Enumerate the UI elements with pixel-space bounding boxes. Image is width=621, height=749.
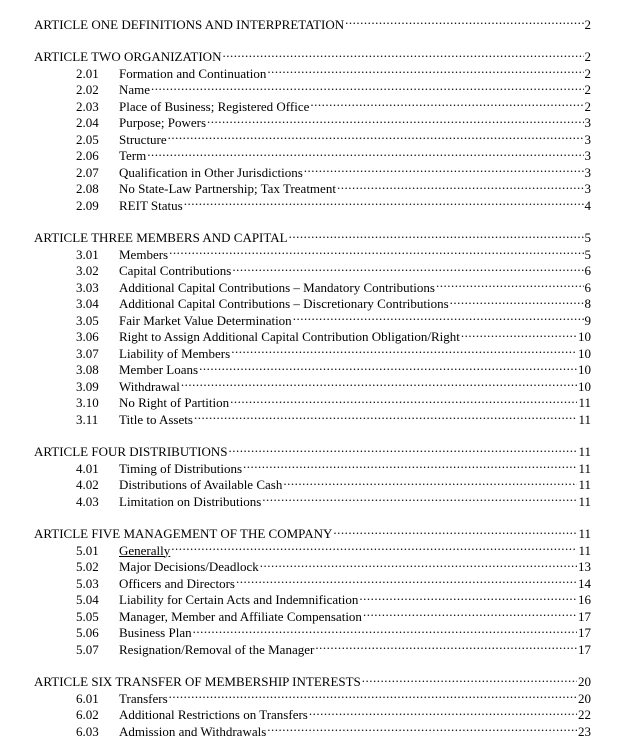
page-number: 10 xyxy=(578,345,591,361)
page-number: 11 xyxy=(578,542,591,558)
section-number: 3.05 xyxy=(76,312,99,328)
toc-article xyxy=(34,522,591,657)
dot-leader xyxy=(194,407,578,424)
page-number: 20 xyxy=(578,674,591,689)
page-number: 20 xyxy=(578,690,591,706)
section-number: 5.05 xyxy=(76,608,99,624)
toc-article xyxy=(34,670,591,739)
article-title: ARTICLE TWO ORGANIZATION xyxy=(34,49,222,64)
page-number: 16 xyxy=(578,592,591,607)
toc-article xyxy=(34,12,591,32)
page-number: 2 xyxy=(584,16,591,32)
section-number: 3.07 xyxy=(76,345,99,361)
page-number: 9 xyxy=(584,312,591,328)
dot-leader xyxy=(229,440,578,457)
toc-article xyxy=(34,45,591,213)
dot-leader xyxy=(231,341,577,358)
section-number: 5.06 xyxy=(76,625,99,640)
page-number: 11 xyxy=(578,493,591,509)
toc-article-entry[interactable] xyxy=(34,670,591,687)
toc-article-entry[interactable] xyxy=(34,12,591,32)
section-number: 3.09 xyxy=(76,378,99,394)
section-number: 2.06 xyxy=(76,148,99,163)
section-title: Member Loans xyxy=(119,362,199,377)
page-number: 2 xyxy=(584,65,591,81)
dot-leader xyxy=(171,538,577,555)
section-number: 4.01 xyxy=(76,460,99,476)
section-number: 6.03 xyxy=(76,723,99,739)
page-number: 2 xyxy=(584,49,591,64)
dot-leader xyxy=(169,242,583,259)
dot-leader xyxy=(147,144,583,161)
article-title: ARTICLE THREE MEMBERS AND CAPITAL xyxy=(34,230,288,245)
section-number: 2.08 xyxy=(76,181,99,196)
page-number: 11 xyxy=(578,460,591,476)
section-title: Purpose; Powers xyxy=(119,115,207,130)
section-title: Distributions of Available Cash xyxy=(119,477,283,492)
dot-leader xyxy=(345,12,583,29)
section-title: Members xyxy=(119,246,169,262)
page-number: 11 xyxy=(578,477,591,492)
section-title: Additional Restrictions on Transfers xyxy=(119,707,308,722)
page-number: 3 xyxy=(584,131,591,147)
section-title: Admission and Withdrawals xyxy=(119,723,267,739)
section-number: 3.08 xyxy=(76,362,99,377)
dot-leader xyxy=(304,160,584,177)
page-number: 14 xyxy=(578,575,591,591)
toc-article-entry[interactable] xyxy=(34,522,591,539)
section-title: Name xyxy=(119,82,151,97)
dot-leader xyxy=(333,522,577,539)
dot-leader xyxy=(232,259,583,276)
dot-leader xyxy=(151,78,583,95)
section-title: Manager, Member and Affiliate Compensation xyxy=(119,608,362,624)
section-number: 3.02 xyxy=(76,263,99,278)
section-number: 5.02 xyxy=(76,559,99,574)
section-title: Qualification in Other Jurisdictions xyxy=(119,164,303,180)
section-title: Liability of Members xyxy=(119,345,231,361)
section-title: Additional Capital Contributions – Discretionary Contributions xyxy=(119,296,449,311)
dot-leader xyxy=(309,703,577,720)
page-number: 22 xyxy=(578,707,591,722)
section-title: Generally xyxy=(119,542,171,558)
dot-leader xyxy=(436,275,584,292)
section-number: 3.10 xyxy=(76,395,99,410)
dot-leader xyxy=(184,193,584,210)
section-title: Business Plan xyxy=(119,625,192,640)
section-title: Timing of Distributions xyxy=(119,460,243,476)
section-number: 2.07 xyxy=(76,164,99,180)
page-number: 3 xyxy=(584,181,591,196)
section-title: Capital Contributions xyxy=(119,263,232,278)
dot-leader xyxy=(362,670,577,687)
page-number: 10 xyxy=(578,378,591,394)
section-title: Right to Assign Additional Capital Contribution Obligation/Right xyxy=(119,329,460,344)
page-number: 17 xyxy=(578,608,591,624)
section-title: Limitation on Distributions xyxy=(119,493,262,509)
dot-leader xyxy=(260,555,577,572)
section-title: No Right of Partition xyxy=(119,395,230,410)
dot-leader xyxy=(450,292,584,309)
dot-leader xyxy=(236,571,577,588)
article-title: ARTICLE ONE DEFINITIONS AND INTERPRETATION xyxy=(34,16,345,32)
section-number: 3.01 xyxy=(76,246,99,262)
section-number: 2.03 xyxy=(76,98,99,114)
dot-leader xyxy=(207,111,583,128)
article-title: ARTICLE FIVE MANAGEMENT OF THE COMPANY xyxy=(34,526,333,541)
toc-article xyxy=(34,226,591,427)
section-title: Fair Market Value Determination xyxy=(119,312,292,328)
toc-article xyxy=(34,440,591,509)
page-number: 11 xyxy=(578,411,591,427)
page-number: 17 xyxy=(578,625,591,640)
page-number: 2 xyxy=(584,98,591,114)
section-title: Formation and Continuation xyxy=(119,65,267,81)
dot-leader xyxy=(243,456,577,473)
dot-leader xyxy=(222,45,583,62)
section-title: Place of Business; Registered Office xyxy=(119,98,310,114)
page-number: 8 xyxy=(584,296,591,311)
section-number: 2.05 xyxy=(76,131,99,147)
page-number: 3 xyxy=(584,164,591,180)
section-number: 2.04 xyxy=(76,115,99,130)
section-number: 5.07 xyxy=(76,641,99,657)
page-number: 6 xyxy=(584,263,591,278)
section-title: Structure xyxy=(119,131,167,147)
section-title: Officers and Directors xyxy=(119,575,235,591)
section-title: Transfers xyxy=(119,690,168,706)
section-number: 4.03 xyxy=(76,493,99,509)
section-number: 3.11 xyxy=(76,411,99,427)
dot-leader xyxy=(315,637,577,654)
section-title: Withdrawal xyxy=(119,378,180,394)
section-number: 2.01 xyxy=(76,65,99,81)
table-of-contents xyxy=(34,12,591,739)
section-number: 5.03 xyxy=(76,575,99,591)
page-number: 3 xyxy=(584,115,591,130)
section-number: 6.01 xyxy=(76,690,99,706)
dot-leader xyxy=(199,358,577,375)
dot-leader xyxy=(168,127,584,144)
page-number: 2 xyxy=(584,82,591,97)
section-title: Title to Assets xyxy=(119,411,193,427)
page-number: 11 xyxy=(578,526,591,541)
article-title: ARTICLE SIX TRANSFER OF MEMBERSHIP INTERESTS xyxy=(34,674,361,689)
section-number: 2.09 xyxy=(76,197,99,213)
dot-leader xyxy=(181,374,577,391)
section-number: 3.06 xyxy=(76,329,99,344)
section-number: 3.03 xyxy=(76,279,99,295)
page-number: 5 xyxy=(584,230,591,245)
page-number: 11 xyxy=(578,444,591,459)
section-title: Term xyxy=(119,148,147,163)
toc-article-entry[interactable] xyxy=(34,45,591,62)
dot-leader xyxy=(169,686,577,703)
page-number: 11 xyxy=(578,395,591,410)
dot-leader xyxy=(337,177,584,194)
section-title: REIT Status xyxy=(119,197,183,213)
toc-article-entry[interactable] xyxy=(34,226,591,243)
dot-leader xyxy=(461,325,577,342)
section-number: 5.04 xyxy=(76,592,99,607)
section-title: Major Decisions/Deadlock xyxy=(119,559,259,574)
toc-article-entry[interactable] xyxy=(34,440,591,457)
page-number: 13 xyxy=(578,559,591,574)
page-number: 4 xyxy=(584,197,591,213)
section-number: 4.02 xyxy=(76,477,99,492)
article-title: ARTICLE FOUR DISTRIBUTIONS xyxy=(34,444,228,459)
section-title: Resignation/Removal of the Manager xyxy=(119,641,315,657)
page-number: 5 xyxy=(584,246,591,262)
dot-leader xyxy=(267,61,583,78)
dot-leader xyxy=(262,489,577,506)
dot-leader xyxy=(363,604,577,621)
section-title: Liability for Certain Acts and Indemnification xyxy=(119,592,359,607)
page-number: 3 xyxy=(584,148,591,163)
section-title: No State-Law Partnership; Tax Treatment xyxy=(119,181,336,196)
section-number: 2.02 xyxy=(76,82,99,97)
page-number: 6 xyxy=(584,279,591,295)
dot-leader xyxy=(267,719,577,736)
page-number: 17 xyxy=(578,641,591,657)
section-number: 6.02 xyxy=(76,707,99,722)
dot-leader xyxy=(230,391,577,408)
page-number: 10 xyxy=(578,362,591,377)
dot-leader xyxy=(289,226,584,243)
page-number: 23 xyxy=(578,723,591,739)
dot-leader xyxy=(359,588,577,605)
dot-leader xyxy=(283,473,577,490)
dot-leader xyxy=(293,308,584,325)
section-number: 5.01 xyxy=(76,542,99,558)
page-number: 10 xyxy=(578,329,591,344)
section-title: Additional Capital Contributions – Mandatory Contributions xyxy=(119,279,435,295)
dot-leader xyxy=(193,621,577,638)
dot-leader xyxy=(310,94,583,111)
section-number: 3.04 xyxy=(76,296,99,311)
